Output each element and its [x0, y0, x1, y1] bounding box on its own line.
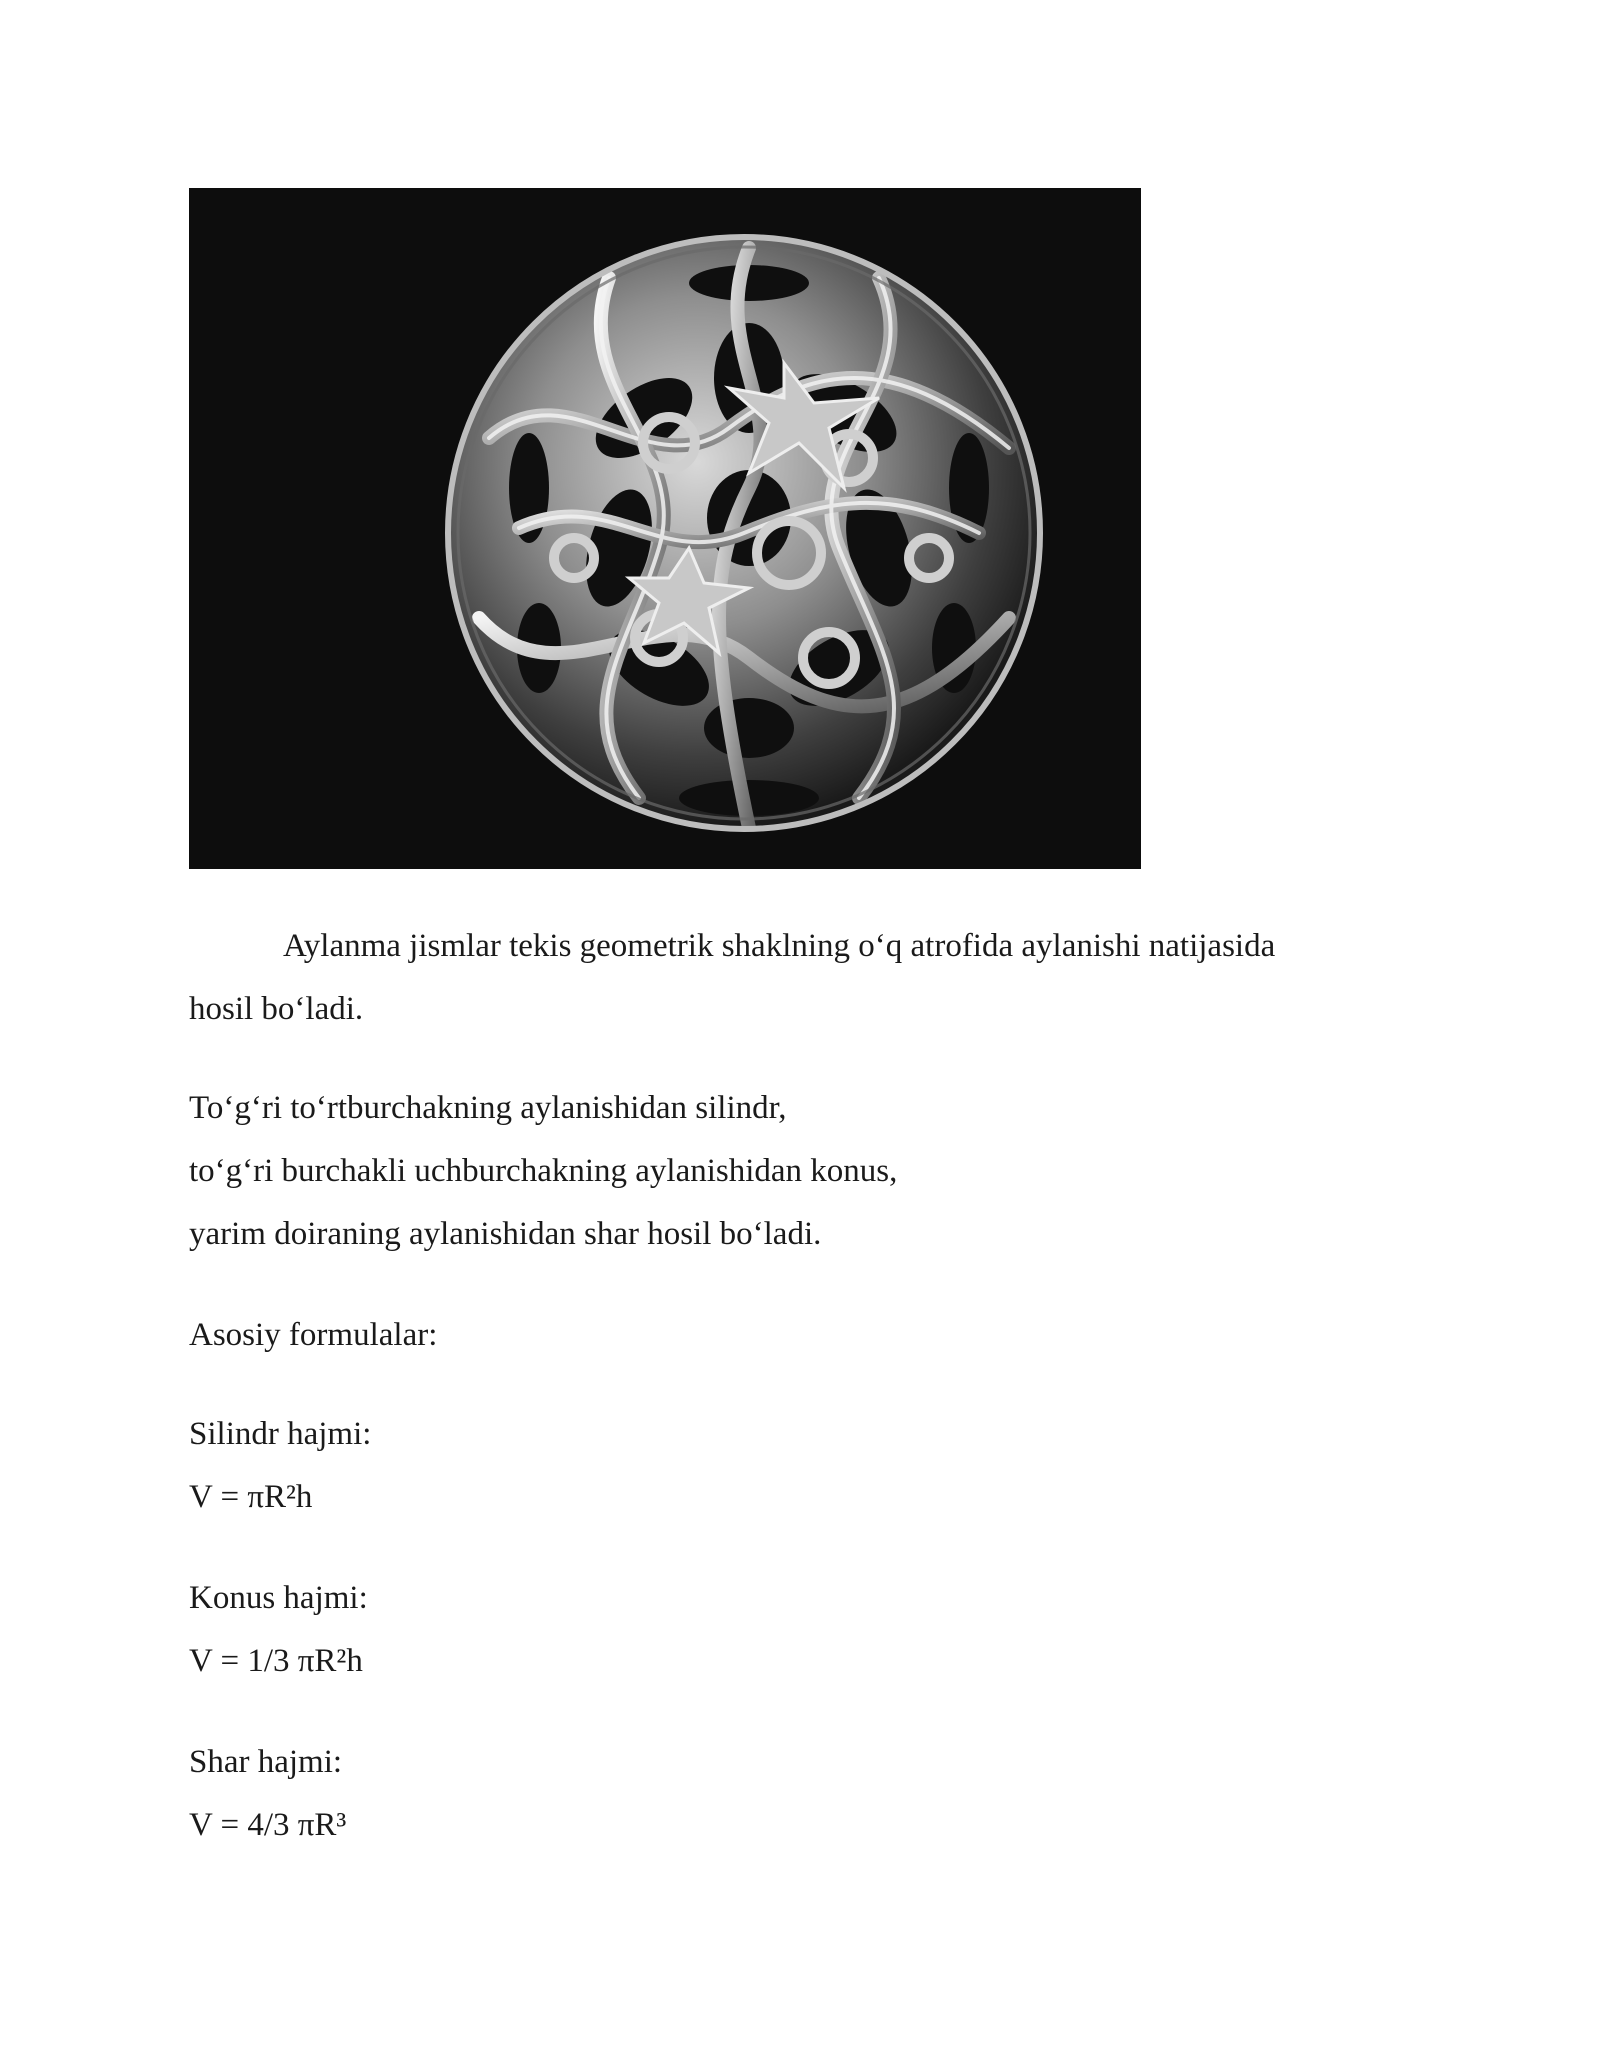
- formula-block-sphere: [189, 1731, 1429, 1857]
- formula-label-cylinder: Silindr hajmi:: [189, 1416, 372, 1452]
- solids-line-sphere: yarim doiraning aylanishidan shar hosil bo‘ladi.: [189, 1216, 822, 1252]
- formula-label-sphere: Shar hajmi:: [189, 1744, 343, 1780]
- intro-line-1-text: Aylanma jismlar tekis geometrik shaklning o‘q atrofida aylanishi natijasida: [283, 928, 1276, 964]
- formula-cylinder: V = πR²h: [189, 1479, 313, 1515]
- ornamental-sphere-image: [189, 188, 1141, 869]
- formulas-heading: Asosiy formulalar:: [189, 1317, 438, 1353]
- formula-label-cone: Konus hajmi:: [189, 1580, 368, 1616]
- intro-line-1: [189, 915, 1429, 978]
- intro-line-2: hosil bo‘ladi.: [189, 991, 364, 1027]
- formula-block-cylinder: [189, 1403, 1429, 1529]
- metal-filigree-sphere-illustration: [189, 188, 1141, 869]
- formula-cone: V = 1/3 πR²h: [189, 1643, 363, 1679]
- formula-sphere: V = 4/3 πR³: [189, 1807, 347, 1843]
- intro-paragraph: [189, 915, 1429, 1041]
- solids-line-cylinder: To‘g‘ri to‘rtburchakning aylanishidan silindr,: [189, 1090, 787, 1126]
- solids-paragraph: [189, 1077, 1429, 1266]
- formula-block-cone: [189, 1567, 1429, 1693]
- solids-line-cone: to‘g‘ri burchakli uchburchakning aylanishidan konus,: [189, 1153, 898, 1189]
